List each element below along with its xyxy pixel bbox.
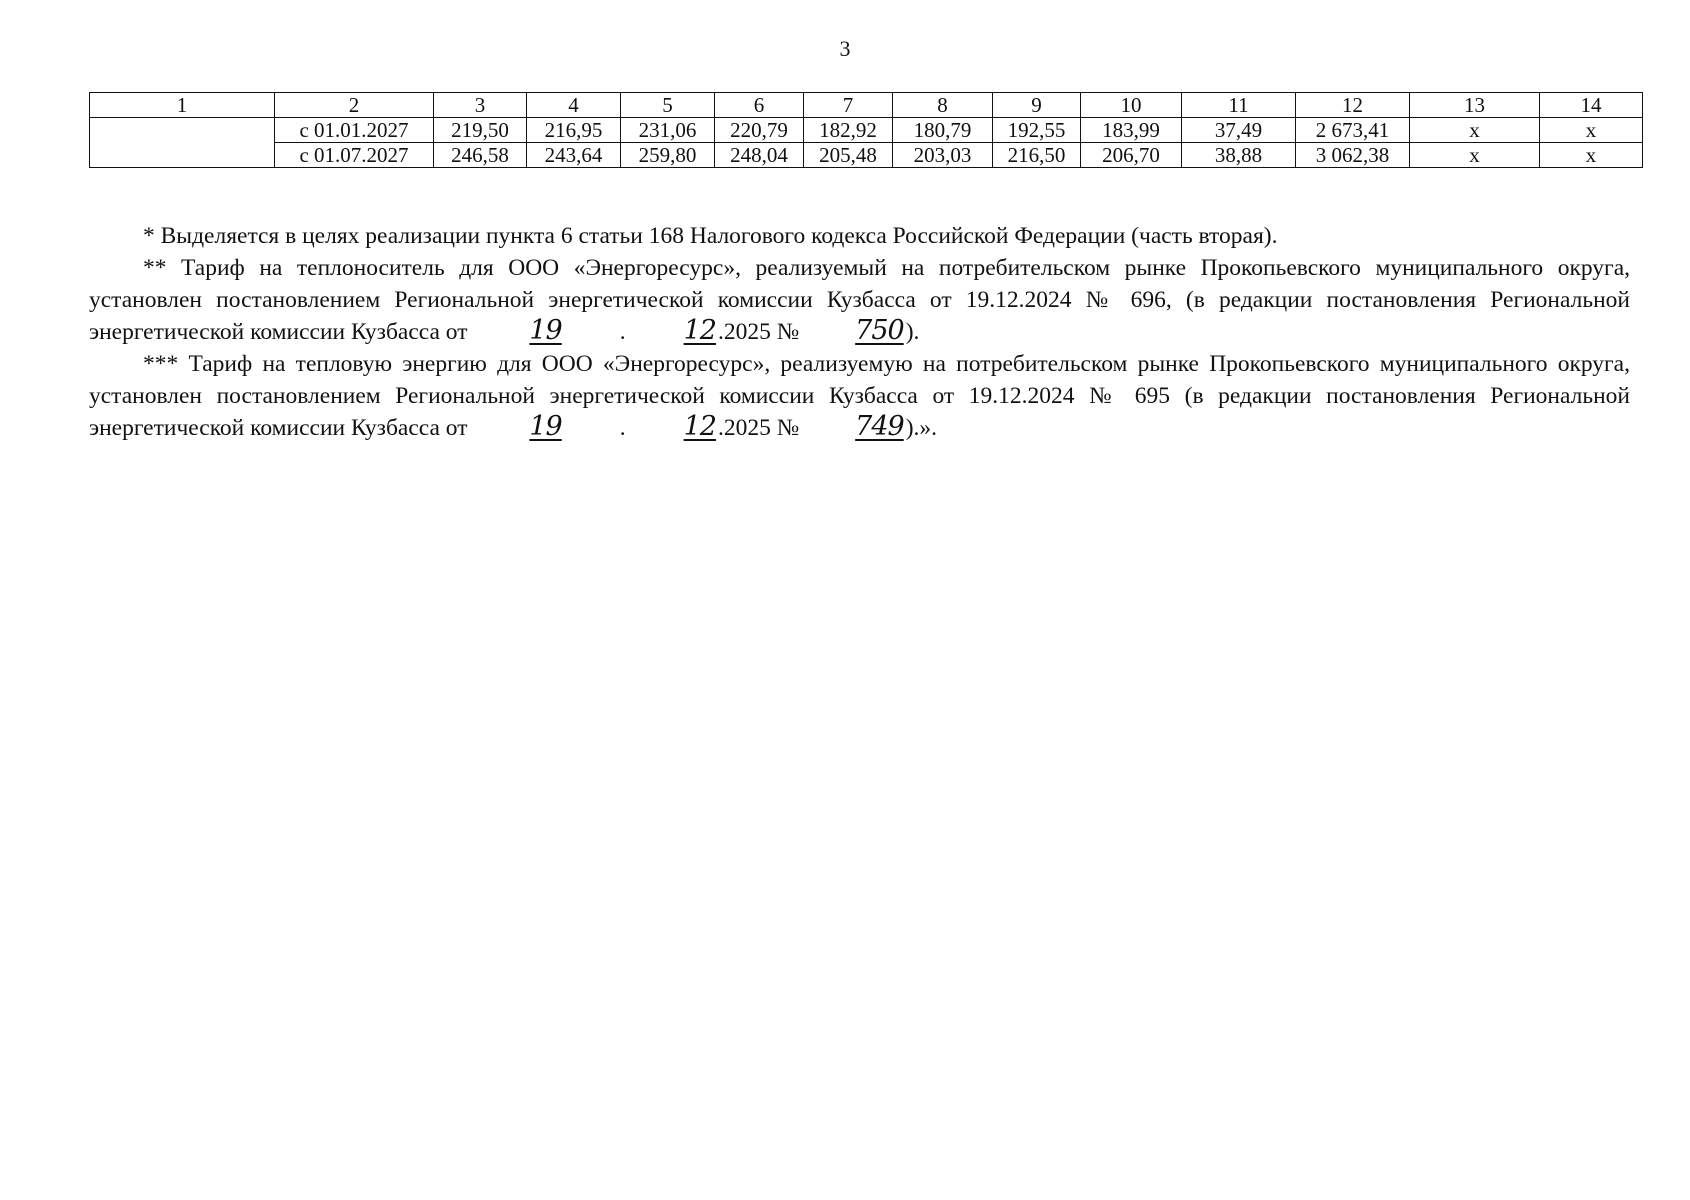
table-cell: x [1540,143,1643,168]
table-cell: 216,50 [993,143,1081,168]
table-cell: 192,55 [993,118,1081,143]
table-cell: 3 062,38 [1296,143,1410,168]
table-cell: 219,50 [434,118,527,143]
footnote-heat-carrier: ** Тариф на теплоноситель для ООО «Энергоресурс», реализуемый на потребительском рынке Прокопьевского муниципального округа, установлен постановлением Региональной энергетической комиссии Кузбасса от 19.12.2024 № 696, (в редакции постановления Региональной энергетической комиссии Кузбасса от 19 . 12.2025 № 750). [89,255,1630,346]
handwritten-number: 750 [855,315,904,346]
date-separator: . [619,415,626,441]
table-cell: x [1540,118,1643,143]
handwritten-day: 19 [529,411,562,442]
table-cell: 220,79 [715,118,804,143]
header-cell: 3 [434,93,527,118]
header-cell: 8 [893,93,993,118]
table-cell: 216,95 [527,118,621,143]
table-cell: 182,92 [804,118,893,143]
period-cell: с 01.01.2027 [275,118,434,143]
table-cell: 231,06 [621,118,715,143]
tariff-table [89,92,1643,168]
date-separator: . [619,319,626,345]
header-cell: 12 [1296,93,1410,118]
table-row [90,118,1643,143]
page-number: 3 [839,36,851,61]
footnote-heat-carrier-year: 2025 № [723,319,800,345]
table-cell: 243,64 [527,143,621,168]
table-header-row [90,93,1643,118]
period-cell: с 01.07.2027 [275,143,434,168]
handwritten-month: 12 [683,411,716,442]
table-cell: 205,48 [804,143,893,168]
footnote-vat-text: * Выделяется в целях реализации пункта 6 статьи 168 Налогового кодекса Российской Федерации (часть вторая). [143,223,1278,249]
table-cell: x [1410,118,1540,143]
table-cell: 37,49 [1182,118,1296,143]
table-cell: x [1410,143,1540,168]
table-cell: 259,80 [621,143,715,168]
footnote-vat [89,220,1630,252]
header-cell: 6 [715,93,804,118]
header-cell: 4 [527,93,621,118]
footnote-heat-carrier-tail: ). [905,319,920,345]
table-row [90,143,1643,168]
header-cell: 5 [621,93,715,118]
header-cell: 13 [1410,93,1540,118]
table-cell: 180,79 [893,118,993,143]
table-cell: 38,88 [1182,143,1296,168]
footnote-thermal-energy-year: 2025 № [723,415,800,441]
header-cell: 11 [1182,93,1296,118]
table-cell: 203,03 [893,143,993,168]
header-cell: 14 [1540,93,1643,118]
table-cell: 206,70 [1081,143,1182,168]
handwritten-day: 19 [529,315,562,346]
header-cell: 1 [90,93,275,118]
footnote-thermal-energy-tail: ).». [905,415,938,441]
table-cell: 183,99 [1081,118,1182,143]
footnote-thermal-energy: *** Тариф на тепловую энергию для ООО «Энергоресурс», реализуемую на потребительском рынке Прокопьевского муниципального округа, установлен постановлением Региональной энергетической комиссии Кузбасса от 19.12.2024 № 695 (в редакции постановления Региональной энергетической комиссии Кузбасса от 19 . 12.2025 № 749).». [89,351,1630,442]
table-cell: 2 673,41 [1296,118,1410,143]
footnote-heat-carrier-text: ** Тариф на теплоноситель для ООО «Энергоресурс», реализуемый на потребительском рынке Прокопьевского муниципального округа, установлен постановлением Региональной энергетической комиссии Кузбасса от 19.12.2024 № 696, (в редакции постановления Региональной энергетической комиссии Кузбасса от [89,255,1630,345]
handwritten-month: 12 [683,315,716,346]
table-cell: 248,04 [715,143,804,168]
header-cell: 10 [1081,93,1182,118]
merged-empty-cell [90,118,275,168]
footnotes [89,220,1630,444]
table-cell: 246,58 [434,143,527,168]
header-cell: 2 [275,93,434,118]
header-cell: 7 [804,93,893,118]
footnote-thermal-energy-text: *** Тариф на тепловую энергию для ООО «Энергоресурс», реализуемую на потребительском рынке Прокопьевского муниципального округа, установлен постановлением Региональной энергетической комиссии Кузбасса от 19.12.2024 № 695 (в редакции постановления Региональной энергетической комиссии Кузбасса от [89,351,1630,441]
handwritten-number: 749 [855,411,904,442]
header-cell: 9 [993,93,1081,118]
